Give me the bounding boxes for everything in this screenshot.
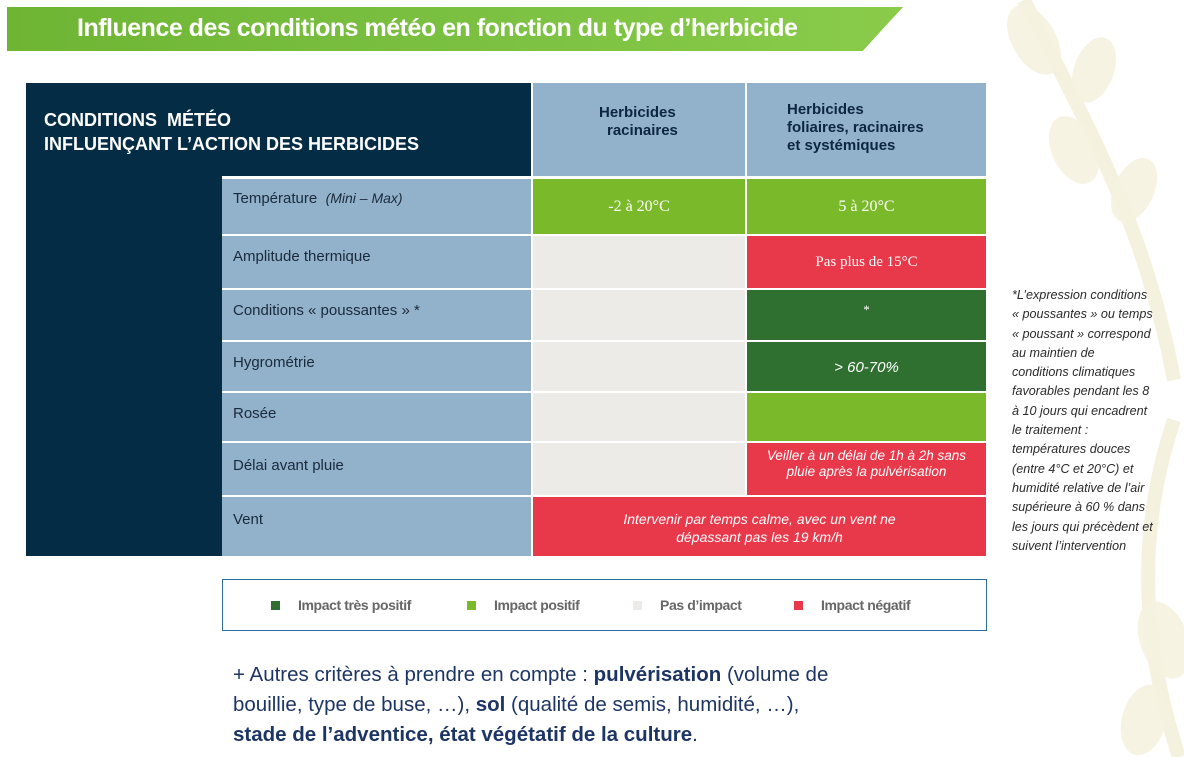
footer-text: (volume de — [721, 663, 829, 686]
temperature-foliaires-value: 5 à 20°C — [838, 198, 895, 215]
conditions-side-band — [26, 176, 222, 556]
delai-foliaires-line-1: Veiller à un délai de 1h à 2h sans — [766, 448, 967, 463]
footer-text: (qualité de semis, humidité, …), — [505, 693, 800, 716]
conditions-header — [26, 83, 531, 176]
footer-bold-pulverisation: pulvérisation — [593, 663, 722, 686]
cell-rosee-foliaires — [747, 393, 986, 441]
row-label-vent — [222, 497, 531, 556]
legend-none: Pas d’impact — [660, 597, 742, 613]
footer-text: + Autres critères à prendre en compte : — [233, 663, 594, 686]
note-line: conditions climatiques — [1012, 365, 1136, 380]
conditions-header-line-1: CONDITIONS MÉTÉO — [44, 110, 232, 130]
cell-temperature-foliaires — [747, 179, 986, 234]
legend-very-positive-swatch — [271, 601, 280, 610]
note-line: au maintien de — [1012, 345, 1095, 360]
legend-positive-swatch — [467, 601, 476, 610]
cell-vent-merged — [533, 497, 986, 556]
legend-negative-swatch — [794, 601, 803, 610]
footer-text: . — [692, 723, 698, 746]
cell-hygrometrie-foliaires — [747, 342, 986, 391]
cell-poussantes-foliaires — [747, 290, 986, 340]
col1-header-line-1: Herbicides — [599, 104, 676, 121]
note-line: supérieure à 60 % dans — [1012, 500, 1146, 515]
hygrometrie-label: Hygrométrie — [233, 354, 315, 371]
legend-positive: Impact positif — [494, 597, 580, 613]
note-line: températures douces — [1012, 442, 1131, 457]
vent-line-2: dépassant pas les 19 km/h — [676, 529, 843, 545]
footer-text: bouillie, type de buse, …), — [233, 693, 476, 716]
cell-delai-racinaires — [533, 443, 745, 495]
row-label-poussantes — [222, 290, 531, 340]
legend-very-positive: Impact très positif — [298, 597, 411, 613]
column-header-foliaires — [747, 83, 986, 176]
cell-hygrometrie-racinaires — [533, 342, 745, 391]
note-line: (entre 4°C et 20°C) et — [1012, 461, 1134, 476]
cell-amplitude-racinaires — [533, 236, 745, 288]
note-line: le traitement : — [1012, 423, 1089, 438]
temperature-label-note: (Mini – Max) — [325, 190, 403, 206]
page-title: Influence des conditions météo en fonction du type d’herbicide — [77, 14, 798, 42]
legend — [222, 579, 987, 631]
row-label-delai — [222, 443, 531, 495]
rosee-label: Rosée — [233, 405, 277, 422]
row-label-rosee — [222, 393, 531, 441]
note-line: suivent l’intervention — [1012, 538, 1127, 553]
legend-negative: Impact négatif — [821, 597, 911, 613]
other-criteria-text — [233, 660, 828, 750]
row-label-hygrometrie — [222, 342, 531, 391]
note-line: à 10 jours qui encadrent — [1012, 403, 1148, 418]
amplitude-foliaires-value: Pas plus de 15°C — [815, 254, 918, 270]
legend-none-swatch — [633, 601, 642, 610]
note-line: humidité relative de l’air — [1012, 480, 1145, 495]
note-line: les jours qui précèdent et — [1012, 519, 1153, 534]
footnote-poussantes — [1012, 286, 1180, 556]
temperature-racinaires-value: -2 à 20°C — [608, 198, 670, 215]
cell-rosee-racinaires — [533, 393, 745, 441]
delai-foliaires-line-2: pluie après la pulvérisation — [786, 464, 947, 479]
amplitude-label: Amplitude thermique — [233, 248, 371, 265]
note-line: « poussant » correspond — [1012, 326, 1151, 341]
footer-bold-sol: sol — [475, 693, 506, 716]
vent-line-1: Intervenir par temps calme, avec un vent ne — [623, 511, 896, 527]
conditions-header-line-2: INFLUENÇANT L’ACTION DES HERBICIDES — [44, 134, 420, 154]
col2-header-line-3: et systémiques — [787, 137, 896, 154]
row-label-temperature — [222, 179, 531, 234]
note-line: favorables pendant les 8 — [1012, 384, 1150, 399]
col1-header-line-2: racinaires — [607, 122, 678, 139]
note-line: « poussantes » ou temps — [1012, 307, 1153, 322]
poussantes-foliaires-value: * — [863, 302, 870, 317]
col2-header-line-1: Herbicides — [787, 101, 864, 118]
temperature-label: Température — [233, 190, 318, 207]
cell-amplitude-foliaires — [747, 236, 986, 288]
col2-header-line-2: foliaires, racinaires — [787, 119, 924, 136]
cell-poussantes-racinaires — [533, 290, 745, 340]
row-label-amplitude — [222, 236, 531, 288]
cell-temperature-racinaires — [533, 179, 745, 234]
poussantes-label: Conditions « poussantes » * — [233, 302, 420, 319]
column-header-racinaires — [533, 83, 745, 176]
footer-bold-stade: stade de l’adventice, état végétatif de la culture — [233, 723, 693, 746]
cell-delai-foliaires — [747, 443, 986, 495]
vent-label: Vent — [233, 511, 264, 528]
hygrometrie-foliaires-value: > 60-70% — [834, 359, 899, 376]
delai-label: Délai avant pluie — [233, 457, 344, 474]
note-line: *L’expression conditions — [1012, 288, 1148, 302]
